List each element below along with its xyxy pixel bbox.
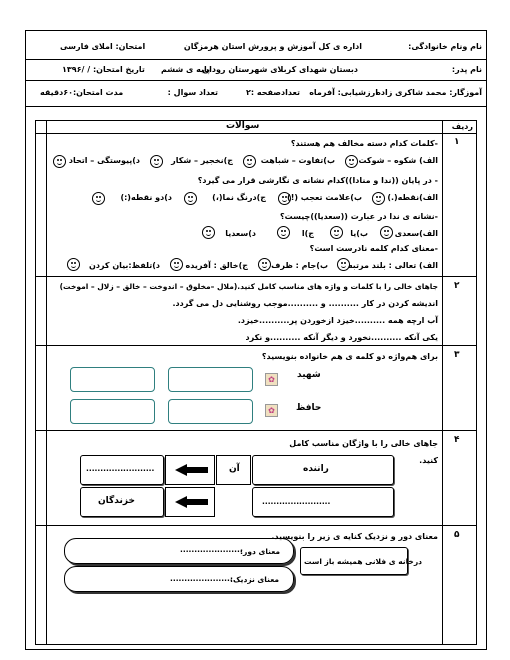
- q5-instruction: معنای دور و نزدیک کنایه ی زیر را بنویسید.: [271, 532, 438, 541]
- q1-d-option-2: ب)جام : ظرف: [271, 261, 328, 270]
- exam-subject: امتحان: املای فارسی: [60, 42, 146, 51]
- q1-b-option-3: ج)درنگ نما(،): [212, 193, 266, 202]
- q1-c-option-1-smiley-icon[interactable]: [380, 226, 393, 239]
- q4-instruction: جاهای خالی را با واژگان مناسب کامل کنید.: [289, 439, 438, 465]
- flower-icon: ✿: [265, 373, 278, 386]
- q4-word-an: آن: [229, 464, 240, 474]
- q1-d-option-2-smiley-icon[interactable]: [258, 258, 271, 271]
- q1-d-option-1-smiley-icon[interactable]: [337, 258, 350, 271]
- q3-answer-box-1b[interactable]: [70, 367, 155, 392]
- row-number-4: ۴: [454, 435, 460, 445]
- q1-d-option-4: د)تلفظ:بیان کردن: [88, 261, 160, 270]
- q1-b-option-1-smiley-icon[interactable]: [372, 192, 385, 205]
- q1-a-option-2-smiley-icon[interactable]: [243, 155, 256, 168]
- arrow-left-icon-shaft: [186, 467, 208, 473]
- q3-word-1: شهید: [297, 370, 321, 380]
- q4-dots-1: ........................: [86, 464, 155, 473]
- q1-c-option-3: ج)ا: [301, 229, 314, 238]
- q1-a-option-1: الف) شکوه – شوکت: [358, 156, 438, 165]
- q3-answer-box-2a[interactable]: [168, 399, 253, 424]
- q4-word-driver: راننده: [303, 464, 329, 474]
- q1-part-b-title: - در پایان ((ندا و منادا))کدام نشانه ی نگارشی قرار می گیرد؟: [197, 176, 438, 185]
- q1-a-option-2: ب)تفاوت – شباهت: [260, 156, 335, 165]
- q1-d-option-3: ج)خالق : آفریده: [185, 261, 248, 270]
- q4-dots-2: ........................: [262, 497, 331, 506]
- q1-a-option-3-smiley-icon[interactable]: [150, 155, 163, 168]
- q2-sentence-1: اندیشه کردن در کار .......... و ..........موجب روشنایی دل می گردد.: [172, 299, 438, 308]
- exam-duration-label: مدت امتحان:۶۰دقیقه: [40, 88, 124, 97]
- school-name: دبستان شهدای کربلای شهرستان رودان: [202, 65, 358, 74]
- q1-c-option-1: الف)سعدی: [394, 229, 438, 238]
- row-column-header: ردیف: [451, 122, 473, 131]
- father-name-label: نام پدر:: [451, 65, 482, 74]
- q1-a-option-4-smiley-icon[interactable]: [53, 155, 66, 168]
- q1-b-option-4-smiley-icon[interactable]: [92, 192, 105, 205]
- row-number-5: ۵: [454, 530, 460, 540]
- row-number-2: ۲: [454, 281, 460, 291]
- flower-icon-2: ✿: [265, 404, 278, 417]
- row-number-1: ۱: [454, 137, 460, 147]
- evaluator-label: ارزشیابی: آفرماه: [309, 88, 378, 97]
- q1-b-option-3-smiley-icon[interactable]: [184, 192, 197, 205]
- q1-b-option-2: ب)علامت تعجب (!): [287, 193, 362, 202]
- q4-word-reptiles: خزندگان: [98, 496, 135, 506]
- q1-c-option-4-smiley-icon[interactable]: [202, 226, 215, 239]
- q1-c-option-4: د)سعدیا: [225, 229, 256, 238]
- q3-answer-box-2b[interactable]: [70, 399, 155, 424]
- org-title: اداره ی کل آموزش و پرورش استان هرمزگان: [183, 42, 362, 51]
- grade-label: پایه ی ششم: [160, 65, 210, 74]
- q1-d-option-4-smiley-icon[interactable]: [67, 258, 80, 271]
- q1-c-option-2: ب)یا: [350, 229, 368, 238]
- q5-far-meaning-label: معنای دور:: [240, 547, 281, 556]
- q1-b-option-2-smiley-icon[interactable]: [278, 192, 291, 205]
- q3-instruction: برای هم‌واژه دو کلمه ی هم خانواده بنویسید؟: [261, 352, 438, 361]
- q1-b-option-1: الف)نقطه(.): [387, 193, 438, 202]
- q1-c-option-3-smiley-icon[interactable]: [277, 226, 290, 239]
- q2-instruction: جاهای خالی را با کلمات و واژه های مناسب کامل کنید.(ملال –مخلوق – اندوخت – خالق – زلال – اموخت): [59, 282, 438, 291]
- q1-b-option-4: د)دو نقطه(:): [120, 193, 172, 202]
- q1-c-option-2-smiley-icon[interactable]: [330, 226, 343, 239]
- q2-sentence-3: یکی آنکه ..........نخورد و دیگر آنکه ..........و نکرد: [245, 333, 438, 342]
- q1-part-c-title: -نشانه ی ندا در عبارت ((سعدیا))چیست؟: [280, 212, 438, 221]
- page-count-label: تعدادصفحه :۲: [246, 88, 300, 97]
- q5-phrase: درخانه ی فلانی همیشه باز است: [304, 557, 422, 566]
- teacher-name: آموزگار: محمد شاکری زاده: [376, 88, 482, 97]
- q1-d-option-1: الف) تعالی : بلند مرتبه: [347, 261, 438, 270]
- arrow-left-icon-2-shaft: [186, 499, 208, 505]
- q3-word-2: حافظ: [296, 403, 322, 413]
- q1-a-option-3: ج)نخجیر – شکار: [171, 156, 233, 165]
- row-number-3: ۳: [454, 350, 460, 360]
- questions-column-header: سوالات: [226, 121, 260, 131]
- exam-date-label: تاریخ امتحان: / /۱۳۹۶: [62, 65, 145, 74]
- q5-near-meaning-label: معنای نزدیک:: [230, 575, 280, 584]
- q1-a-option-4: د)پیوستگی – اتحاد: [68, 156, 140, 165]
- question-count-label: تعداد سوال :: [167, 88, 218, 97]
- q1-part-d-title: -معنای کدام کلمه نادرست است؟: [309, 244, 438, 253]
- q3-answer-box-1a[interactable]: [168, 367, 253, 392]
- q5-near-dots: ......................: [170, 574, 233, 583]
- q2-sentence-2: آب ارچه همه ..........خیزد ازخوردن پر..........خیزد.: [237, 316, 438, 325]
- student-name-label: نام ونام خانوادگی:: [408, 42, 482, 51]
- q1-d-option-3-smiley-icon[interactable]: [170, 258, 183, 271]
- q1-part-a-title: -کلمات کدام دسته مخالف هم هستند؟: [290, 139, 438, 148]
- q5-far-dots: ......................: [180, 545, 243, 554]
- q1-a-option-1-smiley-icon[interactable]: [345, 155, 358, 168]
